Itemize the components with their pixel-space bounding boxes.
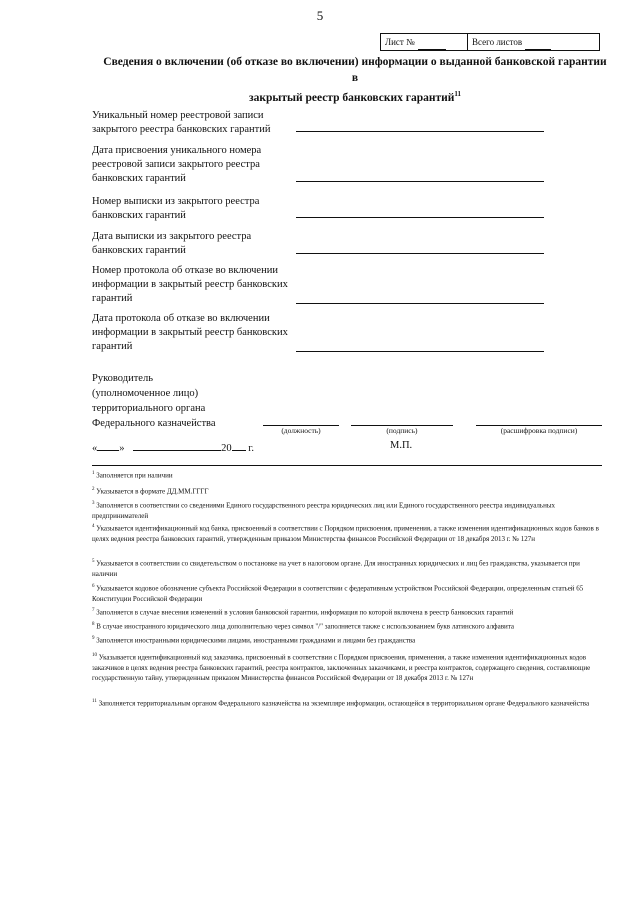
footnote <box>92 651 602 684</box>
page-number: 5 <box>316 8 324 23</box>
footnote <box>92 469 602 481</box>
field-extract-number-line[interactable] <box>296 217 544 218</box>
field-refusal-protocol-number-line[interactable] <box>296 303 544 304</box>
footnote-mark: 9 <box>92 636 95 641</box>
title-footnote-mark: 11 <box>454 90 462 98</box>
field-label-line: реестровой записи закрытого реестра <box>92 159 260 170</box>
date-quote-close: » <box>119 443 125 454</box>
total-sheets-cell <box>468 34 551 50</box>
field-label-line: банковских гарантий <box>92 173 186 184</box>
total-sheets-label: Всего листов <box>472 37 523 47</box>
date-year-prefix: 20 <box>221 443 232 454</box>
head-label-line: Руководитель <box>92 373 153 384</box>
footnote-text: Указывается идентификационный код банка, присвоенный в соответствии с Порядком присвоения, применения, а также изменения идентификационных кодов банков в целях ведения реестра банковских гарантий, утвержденным приказом Министерства финансов Российской Федерации от 18 декабря 2013 г. № 127н <box>92 524 599 543</box>
footnote-mark: 5 <box>92 559 95 564</box>
footnote-mark: 1 <box>92 471 95 476</box>
field-label-line: Дата протокола об отказе во включении <box>92 313 270 324</box>
footnote-text: Указывается в соответствии со свидетельством о постановке на учет в налоговом органе. Для иностранных юридических и лиц без гражданства, указывается при наличии <box>92 559 580 578</box>
signing-date <box>92 440 254 454</box>
sheet-number-blank <box>418 39 446 50</box>
field-label-line: Дата выписки из закрытого реестра <box>92 231 252 242</box>
field-label-line: гарантий <box>92 293 133 304</box>
signature-caption: (подпись) <box>386 426 418 435</box>
field-label-line: Уникальный номер реестровой записи <box>92 110 264 121</box>
footnote-separator <box>92 465 602 466</box>
footnote-text: Заполняется при наличии <box>96 471 173 480</box>
head-label-line: Федерального казначейства <box>92 418 216 429</box>
date-day-blank[interactable] <box>97 440 119 451</box>
footnote-text: Заполняется в соответствии со сведениями Единого государственного реестра юридических лиц или Единого государственного реестра индивидуальных предпринимателей <box>92 501 556 520</box>
footnote <box>92 697 602 709</box>
field-extract-date-label <box>92 230 297 258</box>
sheet-counter-box <box>380 33 600 51</box>
position-caption: (должность) <box>281 426 321 435</box>
field-label-line: закрытого реестра банковских гарантий <box>92 124 271 135</box>
footnote <box>92 499 602 521</box>
footnote <box>92 582 602 604</box>
footnote <box>92 620 602 632</box>
sheet-number-cell <box>381 34 468 50</box>
title-line-2 <box>100 86 610 106</box>
footnote-mark: 2 <box>92 487 95 492</box>
footnote <box>92 634 602 646</box>
field-refusal-protocol-number-label <box>92 264 297 306</box>
date-year-suffix: г. <box>248 443 254 454</box>
total-sheets-blank <box>525 39 551 50</box>
document-title <box>100 54 610 106</box>
footnote-text: Заполняется иностранными юридическими лицами, иностранными гражданами и лицами без гражданства <box>96 636 416 645</box>
signature-decoding-caption: (расшифровка подписи) <box>500 426 578 435</box>
footnote-text: Заполняется территориальным органом Федерального казначейства на экземпляре информации, остающейся в территориальном органе Федерального казначейства <box>98 699 590 708</box>
field-extract-number-label <box>92 195 297 223</box>
field-refusal-protocol-date-label <box>92 312 297 354</box>
footnote <box>92 606 602 618</box>
field-registry-number-date-line[interactable] <box>296 181 544 182</box>
title-line-2-text: закрытый реестр банковских гарантий <box>248 91 455 104</box>
field-label-line: Дата присвоения уникального номера <box>92 145 262 156</box>
field-registry-number-date-label <box>92 144 297 186</box>
footnote-text: Указывается идентификационный код заказчика, присвоенный в соответствии с Порядком присвоения, применения, а также изменения идентификационных кодов заказчиков в целях ведения реестра банковских гарантий, реестра контрактов, заключенных заказчиками, и реестра контрактов, содержащего сведения, составляющие государственную тайну, утвержденным приказом Министерства финансов Российской Федерации от 18 декабря 2013 г. № 127н <box>92 653 591 683</box>
footnote-mark: 4 <box>92 524 95 529</box>
field-extract-date-line[interactable] <box>296 253 544 254</box>
footnote <box>92 522 602 544</box>
footnote-text: В случае иностранного юридического лица дополнительно через символ "/" заполняется также с использованием букв латинского алфавита <box>96 622 515 631</box>
footnote-text: Заполняется в случае внесения изменений в условия банковской гарантии, информация по которой включена в реестр банковских гарантий <box>96 608 514 617</box>
field-label-line: информации в закрытый реестр банковских <box>92 279 288 290</box>
field-label-line: гарантий <box>92 341 133 352</box>
sheet-number-label: Лист № <box>385 37 415 47</box>
footnote-mark: 6 <box>92 584 95 589</box>
date-quote-open: « <box>92 443 98 454</box>
head-label-line: территориального органа <box>92 403 206 414</box>
date-year-blank[interactable] <box>232 440 246 451</box>
field-label-line: банковских гарантий <box>92 245 186 256</box>
field-registry-number-label <box>92 109 297 137</box>
footnote-mark: 3 <box>92 501 95 506</box>
footnote-mark: 8 <box>92 622 95 627</box>
footnote-mark: 11 <box>92 699 97 704</box>
head-label-line: (уполномоченное лицо) <box>92 388 199 399</box>
footnote <box>92 557 602 579</box>
title-line-1: Сведения о включении (об отказе во включении) информации о выданной банковской гарантии в <box>103 56 607 84</box>
footnote-text: Указывается в формате ДД.ММ.ГГГГ <box>96 487 209 496</box>
footnote-text: Указывается кодовое обозначение субъекта Российской Федерации в соответствии с федеративным устройством Российской Федерации, определенным статьей 65 Конституции Российской Федерации <box>92 584 584 603</box>
field-refusal-protocol-date-line[interactable] <box>296 351 544 352</box>
field-label-line: Номер протокола об отказе во включении <box>92 265 278 276</box>
date-month-blank[interactable] <box>133 440 221 451</box>
footnote-mark: 10 <box>92 653 97 658</box>
field-label-line: информации в закрытый реестр банковских <box>92 327 288 338</box>
footnote-mark: 7 <box>92 608 95 613</box>
stamp-place: М.П. <box>390 440 413 451</box>
head-signatory-label <box>92 371 262 431</box>
field-label-line: банковских гарантий <box>92 210 186 221</box>
footnote <box>92 485 602 497</box>
field-registry-number-line[interactable] <box>296 131 544 132</box>
field-label-line: Номер выписки из закрытого реестра <box>92 196 260 207</box>
